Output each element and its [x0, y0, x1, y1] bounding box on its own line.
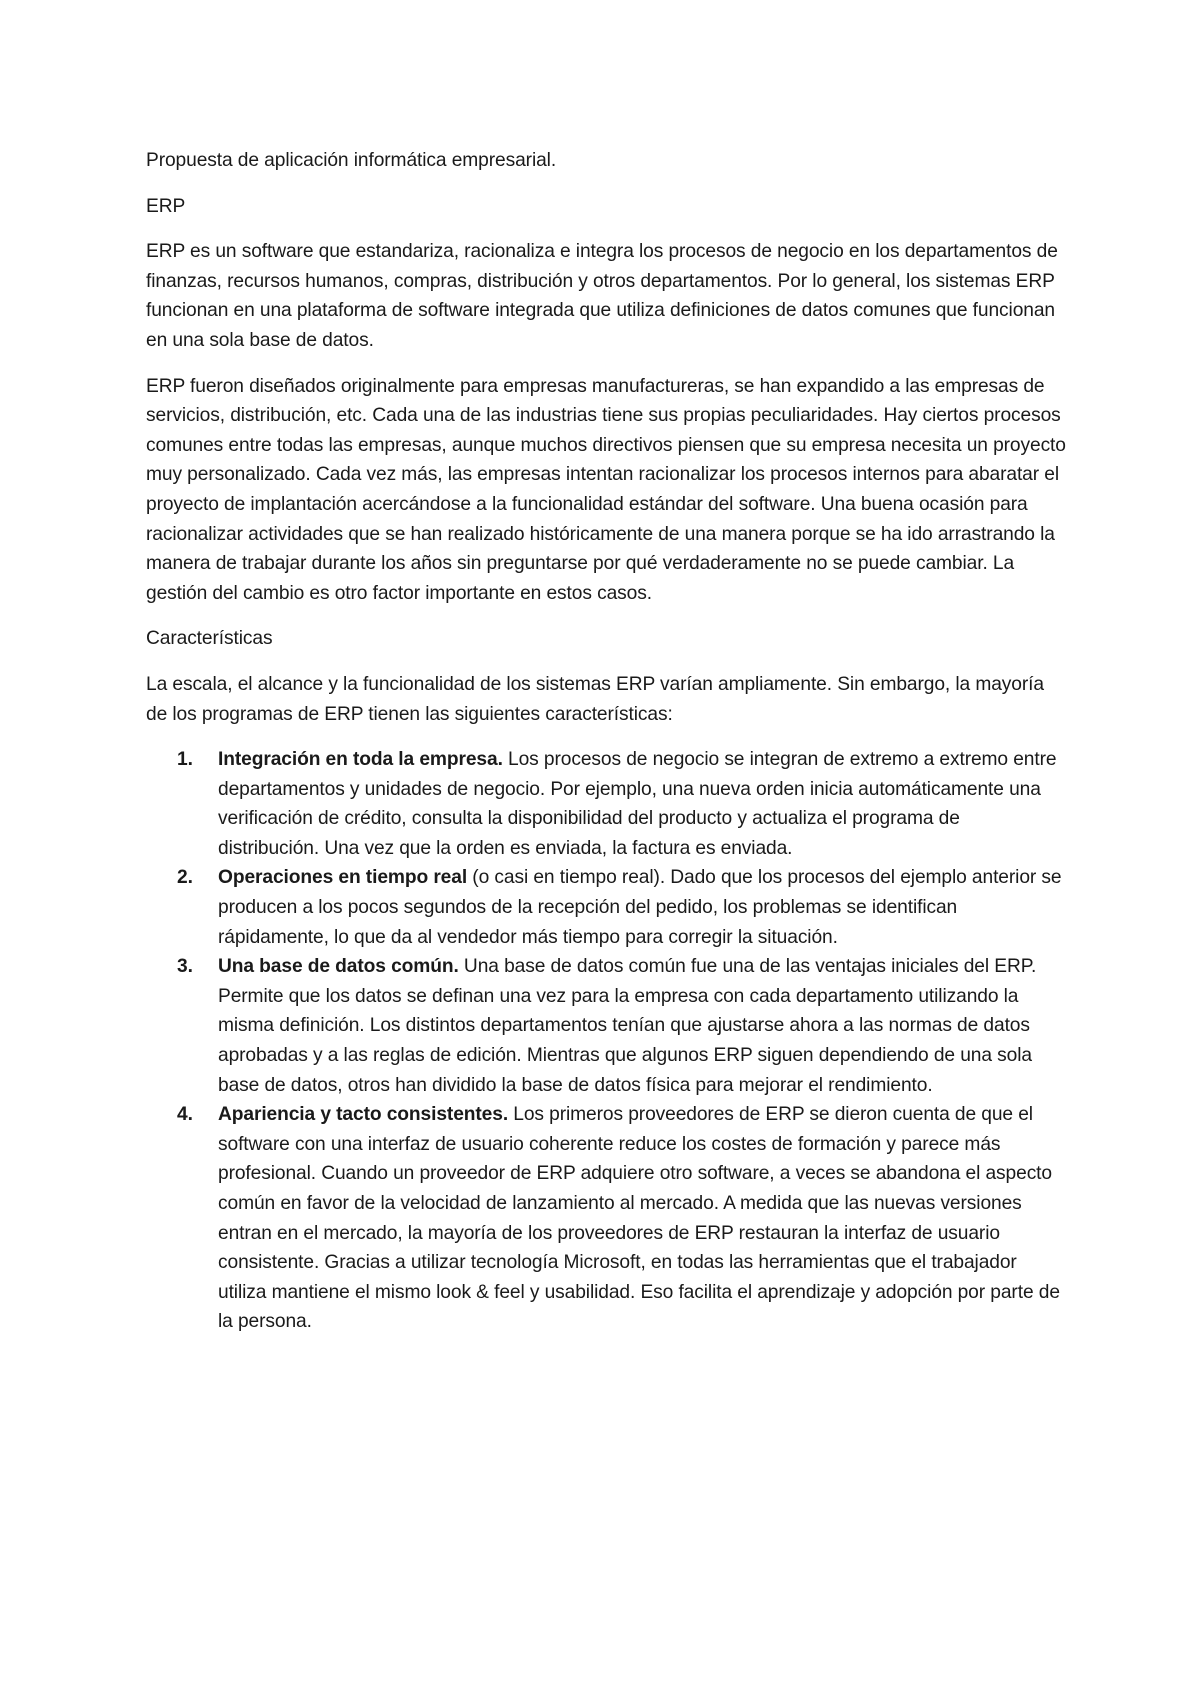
list-item-lead: Una base de datos común. — [218, 956, 459, 978]
list-item — [146, 952, 1066, 1100]
list-number: 4. — [177, 1104, 193, 1126]
features-list — [146, 745, 1066, 1337]
paragraph-definition: ERP es un software que estandariza, racionaliza e integra los procesos de negocio en los departamentos de finanzas, recursos humanos, compras, distribución y otros departamentos. Por lo general, los sistemas ERP funcionan en una plataforma de software integrada que utiliza definiciones de datos comunes que funcionan en una sola base de datos. — [146, 241, 1058, 351]
features-intro: La escala, el alcance y la funcionalidad de los sistemas ERP varían ampliamente. Sin embargo, la mayoría de los programas de ERP tienen las siguientes características: — [146, 673, 1044, 725]
list-item-text: (o casi en tiempo real). Dado que los procesos del ejemplo anterior se producen a los pocos segundos de la recepción del pedido, los problemas se identifican rápidamente, lo que da al vendedor más tiempo para corregir la situación. — [218, 867, 1062, 948]
paragraph-history: ERP fueron diseñados originalmente para empresas manufactureras, se han expandido a las empresas de servicios, distribución, etc. Cada una de las industrias tiene sus propias peculiaridades. Hay ciertos procesos comunes entre todas las empresas, aunque muchos directivos piensen que su empresa necesita un proyecto muy personalizado. Cada vez más, las empresas intentan racionalizar los procesos internos para abaratar el proyecto de implantación acercándose a la funcionalidad estándar del software. Una buena ocasión para racionalizar actividades que se han realizado históricamente de una manera porque se ha ido arrastrando la manera de trabajar durante los años sin preguntarse por qué verdaderamente no se puede cambiar. La gestión del cambio es otro factor importante en estos casos. — [146, 375, 1066, 604]
document-body — [146, 146, 1066, 1337]
list-item-lead: Apariencia y tacto consistentes. — [218, 1104, 509, 1126]
list-number: 3. — [177, 956, 193, 978]
list-item-lead: Operaciones en tiempo real — [218, 867, 468, 889]
list-item-text: Una base de datos común fue una de las ventajas iniciales del ERP. Permite que los datos se definan una vez para la empresa con cada departamento utilizando la misma definición. Los distintos departamentos tenían que ajustarse ahora a las normas de datos aprobadas y a las reglas de edición. Mientras que algunos ERP siguen dependiendo de una sola base de datos, otros han dividido la base de datos física para mejorar el rendimiento. — [218, 956, 1037, 1096]
section-heading-erp: ERP — [146, 195, 186, 217]
section-heading-features: Características — [146, 628, 273, 650]
list-number: 2. — [177, 867, 193, 889]
list-item-text: Los procesos de negocio se integran de extremo a extremo entre departamentos y unidades de negocio. Por ejemplo, una nueva orden inicia automáticamente una verificación de crédito, consulta la disponibilidad del producto y actualiza el programa de distribución. Una vez que la orden es enviada, la factura es enviada. — [218, 749, 1057, 859]
list-item — [146, 863, 1066, 952]
list-number: 1. — [177, 749, 193, 771]
list-item-text: Los primeros proveedores de ERP se dieron cuenta de que el software con una interfaz de usuario coherente reduce los costes de formación y parece más profesional. Cuando un proveedor de ERP adquiere otro software, a veces se abandona el aspecto común en favor de la velocidad de lanzamiento al mercado. A medida que las nuevas versiones entran en el mercado, la mayoría de los proveedores de ERP restauran la interfaz de usuario consistente. Gracias a utilizar tecnología Microsoft, en todas las herramientas que el trabajador utiliza mantiene el mismo look & feel y usabilidad. Eso facilita el aprendizaje y adopción por parte de la persona. — [218, 1104, 1060, 1333]
list-item-lead: Integración en toda la empresa. — [218, 749, 503, 771]
list-item — [146, 1100, 1066, 1337]
list-item — [146, 745, 1066, 863]
document-title: Propuesta de aplicación informática empresarial. — [146, 150, 557, 171]
